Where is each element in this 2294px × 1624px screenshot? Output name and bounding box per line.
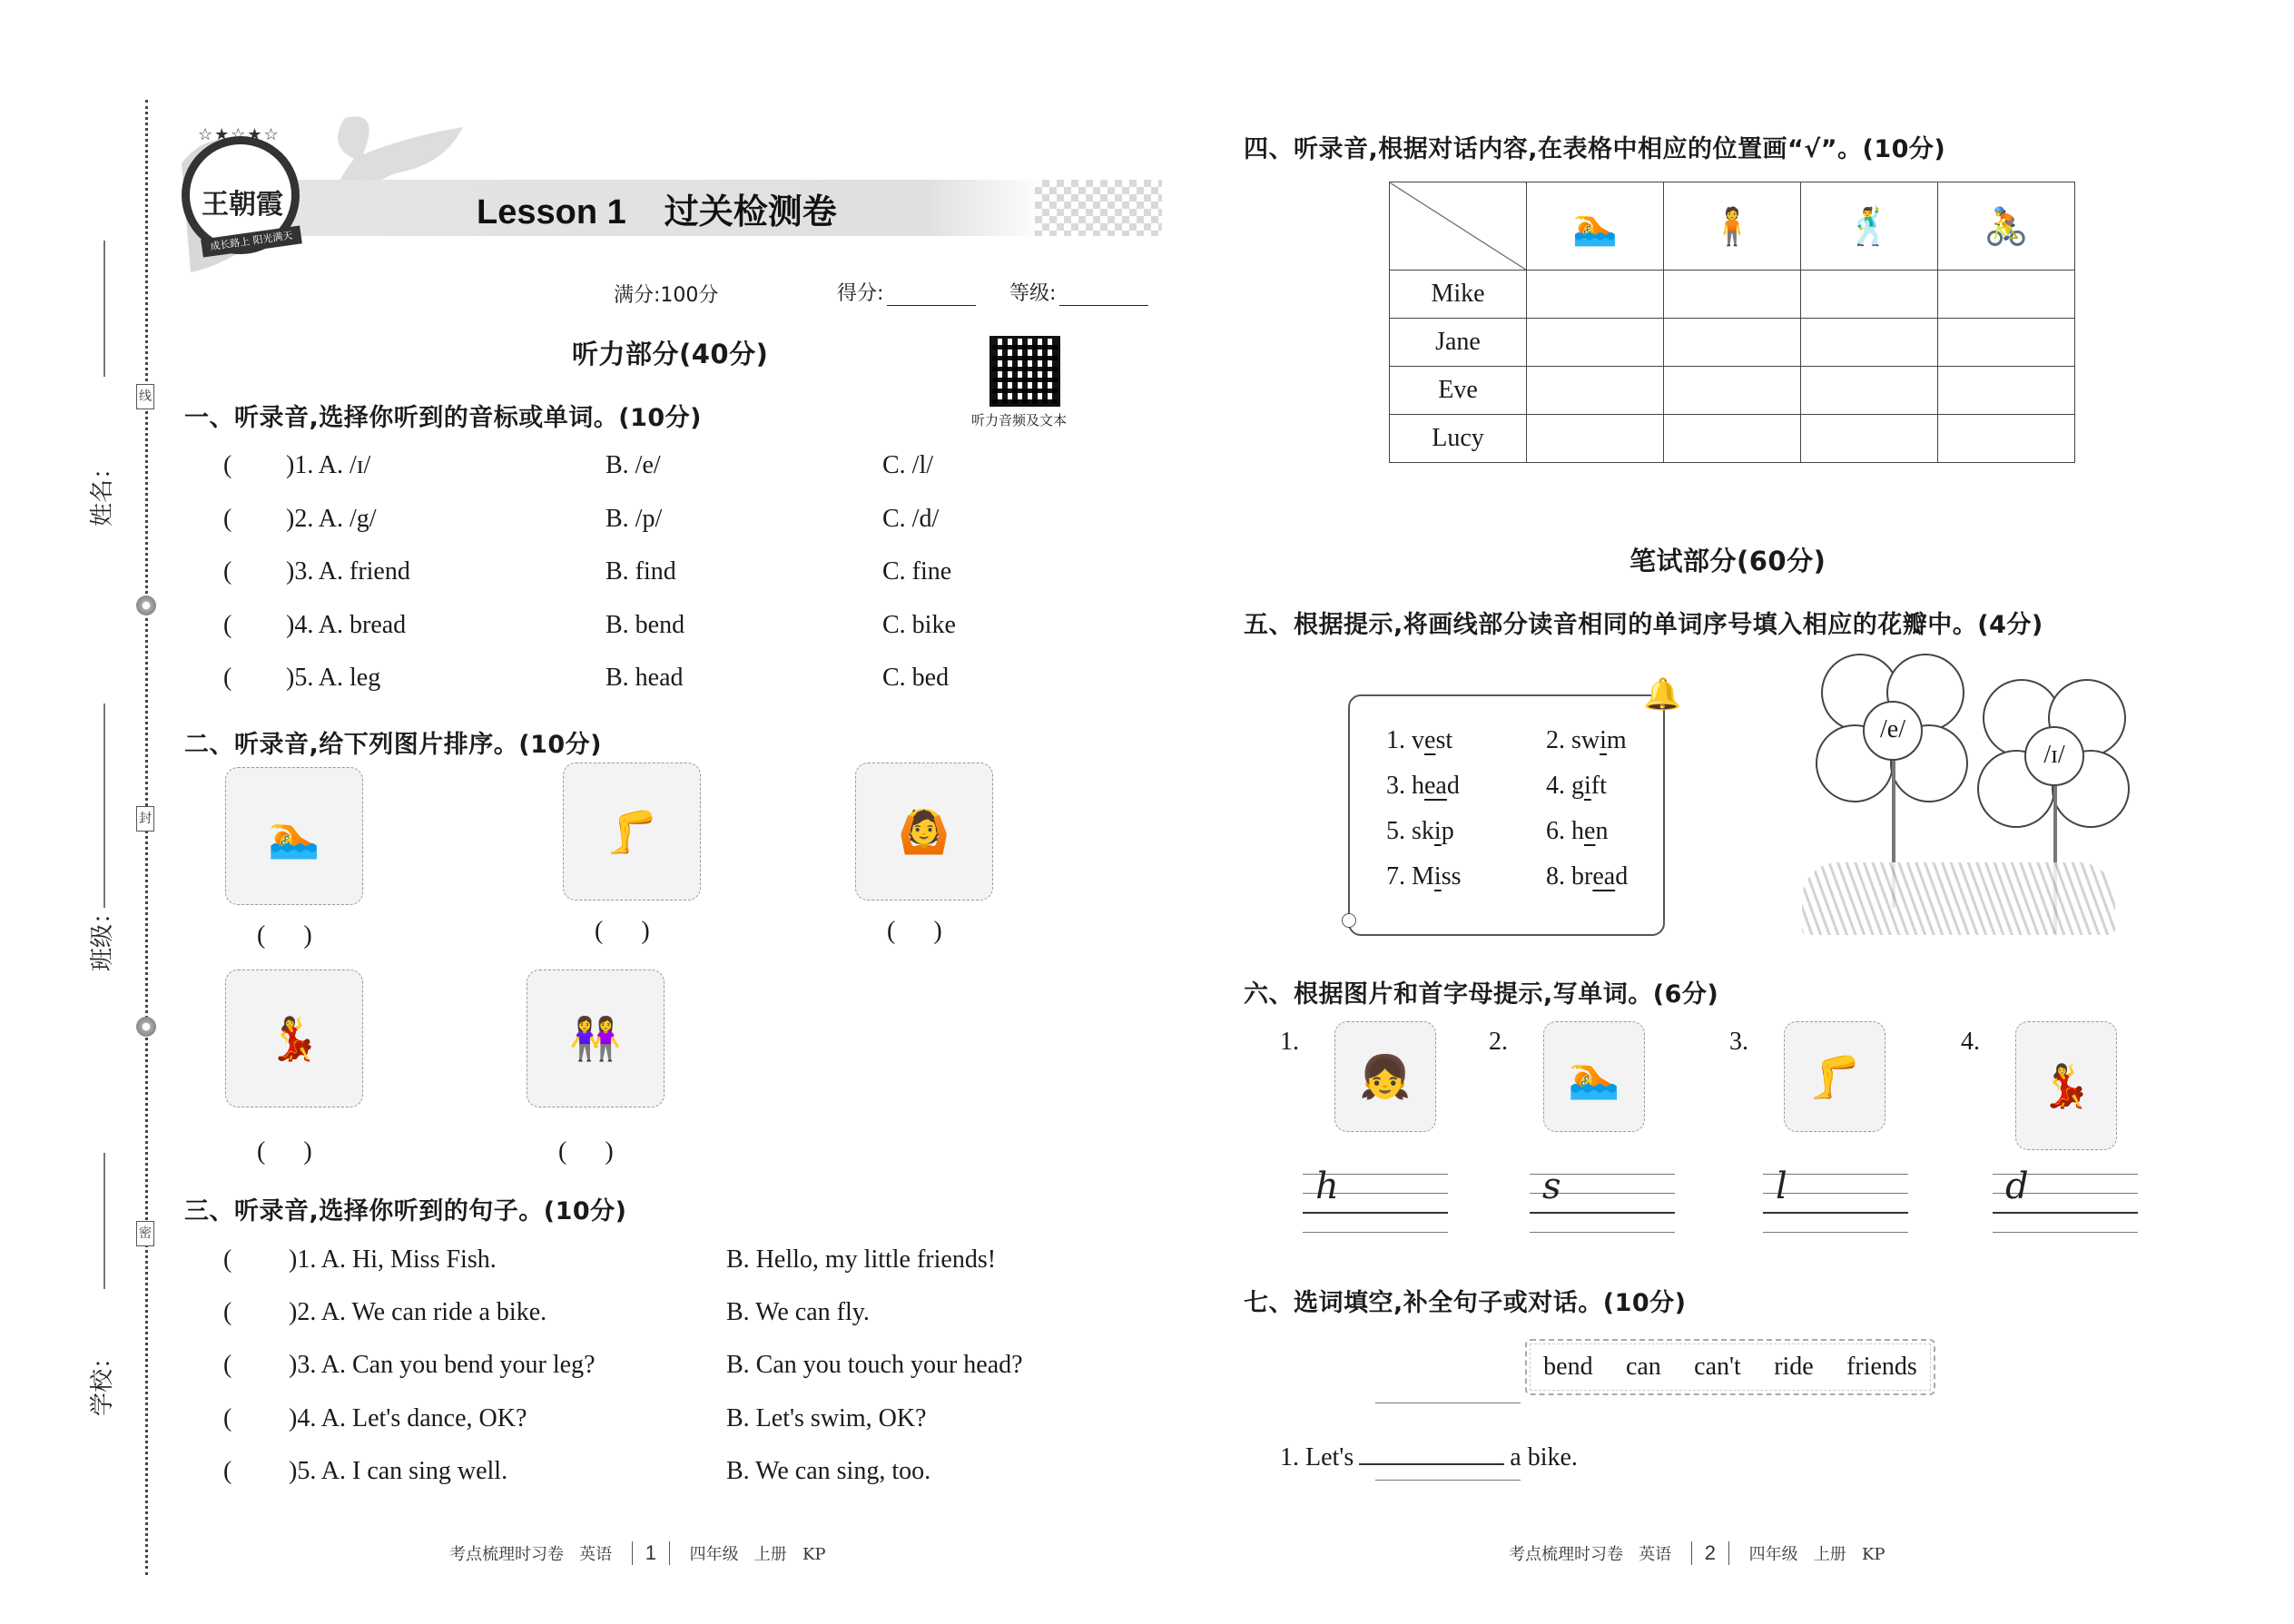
answer-input[interactable] — [1799, 1171, 1904, 1215]
writing-title: 笔试部分(60分) — [1629, 546, 1826, 576]
writing-line — [1993, 1232, 2138, 1233]
answer-paren-open[interactable]: ( — [223, 504, 232, 533]
check-cell[interactable] — [1664, 319, 1801, 367]
answer-paren-open[interactable]: ( — [223, 557, 232, 586]
answer-bracket[interactable]: ( ) — [595, 917, 650, 945]
seal-mark-feng: 封 — [136, 806, 154, 832]
check-cell[interactable] — [1801, 319, 1938, 367]
writing-guide-line — [1375, 1480, 1521, 1481]
score-label: 得分: — [837, 282, 884, 305]
underlined-part: i — [1584, 772, 1591, 800]
sentence-option-a[interactable]: )2. A. We can ride a bike. — [289, 1298, 547, 1327]
name-label: 姓名： — [89, 455, 116, 527]
check-cell[interactable] — [1664, 415, 1801, 463]
section4-heading: 四、听录音,根据对话内容,在表格中相应的位置画“√”。(10分) — [1244, 135, 1946, 163]
underlined-part: e — [1424, 726, 1436, 754]
item-number: 4. — [1961, 1028, 1980, 1056]
initial-letter: d — [2005, 1166, 2029, 1207]
option-c[interactable]: C. fine — [882, 557, 952, 586]
page-number: 1 — [632, 1541, 670, 1565]
initial-letter: l — [1776, 1166, 1787, 1207]
section7-heading: 七、选词填空,补全句子或对话。(10分) — [1244, 1289, 1687, 1317]
option-a[interactable]: )2. A. /g/ — [286, 504, 377, 533]
word-item — [1386, 862, 1461, 891]
listening-title: 听力部分(40分) — [572, 339, 769, 369]
q1-blank[interactable] — [1359, 1440, 1504, 1465]
word-part: ss — [1441, 862, 1462, 891]
item-number: 1. — [1280, 1028, 1299, 1056]
check-cell[interactable] — [1938, 271, 2075, 319]
seal-mark-xian: 线 — [136, 384, 154, 409]
diagonal-cell — [1390, 182, 1527, 271]
punch-hole-icon — [136, 595, 156, 615]
girl-head-icon: 👧 — [1334, 1021, 1436, 1132]
section2-heading: 二、听录音,给下列图片排序。(10分) — [184, 731, 603, 759]
brand-slogan: 成长路上 阳光满天 — [201, 225, 302, 257]
ballet-girl-icon: 💃 — [225, 969, 363, 1107]
word-number: 2. — [1546, 726, 1571, 754]
grade-label: 等级: — [1009, 282, 1057, 305]
sentence-option-b[interactable]: B. Hello, my little friends! — [726, 1245, 997, 1274]
check-cell[interactable] — [1801, 271, 1938, 319]
sentence-option-b[interactable]: B. Let's swim, OK? — [726, 1403, 927, 1432]
word-part: st — [1435, 726, 1453, 754]
word-option: friends — [1846, 1353, 1917, 1381]
initial-letter: h — [1315, 1166, 1339, 1207]
answer-paren-open[interactable]: ( — [223, 1245, 232, 1274]
option-c[interactable]: C. /d/ — [882, 504, 940, 533]
word-part: p — [1441, 817, 1454, 845]
underlined-part: i — [1600, 726, 1607, 754]
word-part: M — [1412, 862, 1434, 891]
word-number: 4. — [1546, 772, 1571, 800]
sentence-option-b[interactable]: B. Can you touch your head? — [726, 1351, 1023, 1380]
q1-prefix: 1. Let's — [1280, 1443, 1354, 1471]
answer-paren-open[interactable]: ( — [223, 664, 232, 692]
word-option: bend — [1543, 1353, 1593, 1381]
word-part: d — [1446, 772, 1460, 800]
option-b[interactable]: B. /e/ — [605, 451, 661, 479]
leg-icon: 🦵 — [1784, 1021, 1885, 1132]
question-7-1 — [1280, 1440, 1578, 1472]
initial-letter: s — [1542, 1166, 1561, 1207]
footer-grade: 四年级 — [1748, 1545, 1798, 1564]
lesson-label: Lesson 1 — [477, 193, 626, 231]
underlined-part: ea — [1592, 862, 1616, 891]
word-number: 1. — [1386, 726, 1412, 754]
word-item — [1386, 817, 1454, 846]
underlined-part: e — [1584, 817, 1596, 845]
class-label: 班级： — [89, 900, 116, 971]
option-a[interactable]: )3. A. friend — [286, 557, 410, 586]
footer-volume: 上册 — [1813, 1545, 1846, 1564]
word-item — [1546, 817, 1608, 846]
word-option: ride — [1774, 1353, 1814, 1381]
word-option: can — [1625, 1353, 1661, 1381]
word-part: sw — [1571, 726, 1600, 754]
check-cell[interactable] — [1527, 415, 1664, 463]
page-title — [477, 183, 837, 233]
bike-stickman-icon: 🚴 — [1984, 205, 2029, 247]
table-row — [1390, 319, 2075, 367]
option-a[interactable]: )4. A. bread — [286, 610, 407, 639]
score-field[interactable] — [837, 278, 976, 306]
word-number: 8. — [1546, 862, 1571, 891]
word-number: 3. — [1386, 772, 1412, 800]
answer-paren-open[interactable]: ( — [223, 1456, 232, 1485]
touch-head-boy-icon: 🙆 — [855, 763, 993, 901]
page-number: 2 — [1691, 1541, 1729, 1565]
footer-subject: 英语 — [579, 1545, 613, 1564]
option-b[interactable]: B. find — [605, 557, 676, 586]
word-part: v — [1412, 726, 1424, 754]
stand-stickman-icon: 🧍 — [1709, 205, 1755, 247]
underlined-part: i — [1433, 817, 1442, 845]
word-part: sk — [1412, 817, 1434, 845]
table-row — [1390, 415, 2075, 463]
school-line[interactable] — [103, 1153, 105, 1289]
option-a[interactable]: )1. A. /ɪ/ — [286, 451, 371, 479]
check-cell[interactable] — [1527, 271, 1664, 319]
check-cell[interactable] — [1527, 319, 1664, 367]
card-curl-icon — [1342, 913, 1356, 928]
table-row — [1390, 367, 2075, 415]
sentence-option-a[interactable]: )3. A. Can you bend your leg? — [289, 1351, 596, 1380]
word-bank — [1525, 1339, 1935, 1395]
dance-stickman-icon: 🕺 — [1846, 205, 1892, 247]
answer-bracket[interactable]: ( ) — [887, 917, 942, 945]
word-number: 6. — [1546, 817, 1571, 845]
option-b[interactable]: B. bend — [605, 610, 685, 639]
word-number: 5. — [1386, 817, 1412, 845]
section3-heading: 三、听录音,选择你听到的句子。(10分) — [184, 1197, 627, 1225]
answer-paren-open[interactable]: ( — [223, 1351, 232, 1380]
word-part: n — [1595, 817, 1609, 845]
section6-heading: 六、根据图片和首字母提示,写单词。(6分) — [1244, 980, 1719, 1009]
word-part: g — [1571, 772, 1584, 800]
underlined-part: ea — [1424, 772, 1447, 800]
footer-edition: KP — [802, 1545, 826, 1564]
word-part: ft — [1590, 772, 1607, 800]
column-dance — [1801, 182, 1938, 271]
fold-line — [145, 100, 148, 1575]
flower-phonetic: /e/ — [1863, 701, 1923, 761]
word-item — [1386, 726, 1452, 755]
word-item — [1546, 862, 1628, 891]
grade-field[interactable] — [1009, 278, 1148, 306]
qr-code-icon[interactable] — [989, 336, 1060, 407]
word-item — [1546, 772, 1607, 801]
footer-series: 考点梳理时习卷 — [1509, 1545, 1623, 1564]
item-number: 3. — [1729, 1028, 1748, 1056]
class-line[interactable] — [103, 704, 105, 908]
answer-input[interactable] — [1339, 1171, 1443, 1215]
word-item — [1546, 726, 1627, 755]
flower-phonetic: /ɪ/ — [2024, 726, 2084, 786]
answer-paren-open[interactable]: ( — [223, 610, 232, 639]
answer-input[interactable] — [1566, 1171, 1670, 1215]
dancer-icon: 💃 — [2015, 1021, 2117, 1150]
answer-paren-open[interactable]: ( — [223, 1298, 232, 1327]
column-stand — [1664, 182, 1801, 271]
swimmer-icon: 🏊 — [1543, 1021, 1645, 1132]
sentence-option-a[interactable]: )1. A. Hi, Miss Fish. — [289, 1245, 497, 1274]
footer-volume: 上册 — [753, 1545, 787, 1564]
sentence-option-b[interactable]: B. We can sing, too. — [726, 1456, 931, 1485]
sentence-option-a[interactable]: )5. A. I can sing well. — [289, 1456, 508, 1485]
footer-grade: 四年级 — [689, 1545, 739, 1564]
answer-paren-open[interactable]: ( — [223, 451, 232, 479]
answer-bracket[interactable]: ( ) — [257, 921, 312, 950]
option-a[interactable]: )5. A. leg — [286, 664, 381, 692]
check-cell[interactable] — [1527, 367, 1664, 415]
sentence-option-b[interactable]: B. We can fly. — [726, 1298, 870, 1327]
footer-left — [449, 1541, 826, 1565]
check-cell[interactable] — [1664, 271, 1801, 319]
word-part: m — [1606, 726, 1627, 754]
answer-paren-open[interactable]: ( — [223, 1403, 232, 1432]
writing-line — [1303, 1232, 1448, 1233]
word-part: h — [1412, 772, 1424, 800]
brand-name: 王朝霞 — [202, 189, 283, 221]
bent-leg-icon: 🦵 — [563, 763, 701, 901]
grade-blank[interactable] — [1059, 285, 1148, 306]
logo-stars-icon: ☆★☆★☆ — [198, 125, 281, 144]
word-part: h — [1571, 817, 1584, 845]
grass-decoration — [1802, 862, 2115, 935]
answer-input[interactable] — [2029, 1171, 2133, 1215]
bell-icon: 🔔 — [1643, 676, 1682, 713]
activity-table — [1389, 182, 2075, 463]
school-label: 学校： — [89, 1344, 116, 1416]
option-b[interactable]: B. /p/ — [605, 504, 663, 533]
check-cell[interactable] — [1938, 415, 2075, 463]
table-header-row — [1390, 182, 2075, 271]
underlined-part: i — [1433, 862, 1442, 891]
word-part: d — [1615, 862, 1629, 891]
punch-hole-icon — [136, 1017, 156, 1037]
footer-series: 考点梳理时习卷 — [449, 1545, 564, 1564]
section1-heading: 一、听录音,选择你听到的音标或单词。(10分) — [184, 404, 703, 432]
two-friends-icon: 👭 — [527, 969, 665, 1107]
word-item — [1386, 772, 1460, 801]
section5-heading: 五、根据提示,将画线部分读音相同的单词序号填入相应的花瓣中。(4分) — [1244, 611, 2043, 639]
column-bike — [1938, 182, 2075, 271]
row-name: Mike — [1390, 271, 1527, 319]
option-c[interactable]: C. /l/ — [882, 451, 934, 479]
word-option: can't — [1694, 1353, 1741, 1381]
word-part: br — [1571, 862, 1593, 891]
full-score: 满分:100分 — [614, 284, 719, 307]
row-name: Eve — [1390, 367, 1527, 415]
table-row — [1390, 271, 2075, 319]
option-b[interactable]: B. head — [605, 664, 684, 692]
answer-bracket[interactable]: ( ) — [558, 1137, 614, 1166]
row-name: Lucy — [1390, 415, 1527, 463]
flower-1 — [1816, 654, 1970, 862]
footer-right — [1509, 1541, 1885, 1565]
check-cell[interactable] — [1801, 367, 1938, 415]
swim-stickman-icon: 🏊 — [1572, 205, 1618, 247]
footer-subject: 英语 — [1639, 1545, 1672, 1564]
exam-title: 过关检测卷 — [664, 193, 837, 231]
sentence-option-a[interactable]: )4. A. Let's dance, OK? — [289, 1403, 527, 1432]
answer-bracket[interactable]: ( ) — [257, 1137, 312, 1166]
writing-line — [1763, 1232, 1908, 1233]
word-number: 7. — [1386, 862, 1412, 891]
q1-suffix: a bike. — [1510, 1443, 1578, 1471]
option-c[interactable]: C. bed — [882, 664, 950, 692]
check-cell[interactable] — [1664, 367, 1801, 415]
score-blank[interactable] — [887, 285, 976, 306]
check-cell[interactable] — [1801, 415, 1938, 463]
column-swim — [1527, 182, 1664, 271]
footer-edition: KP — [1861, 1545, 1885, 1564]
check-cell[interactable] — [1938, 367, 2075, 415]
check-cell[interactable] — [1938, 319, 2075, 367]
writing-line — [1530, 1232, 1675, 1233]
item-number: 2. — [1489, 1028, 1508, 1056]
banner-pattern — [1035, 180, 1162, 236]
name-line[interactable] — [103, 241, 105, 377]
seal-mark-mi: 密 — [136, 1221, 154, 1246]
qr-caption: 听力音频及文本 — [971, 412, 1068, 428]
row-name: Jane — [1390, 319, 1527, 367]
swimming-child-icon: 🏊 — [225, 767, 363, 905]
option-c[interactable]: C. bike — [882, 610, 956, 639]
flower-2 — [1977, 679, 2132, 888]
